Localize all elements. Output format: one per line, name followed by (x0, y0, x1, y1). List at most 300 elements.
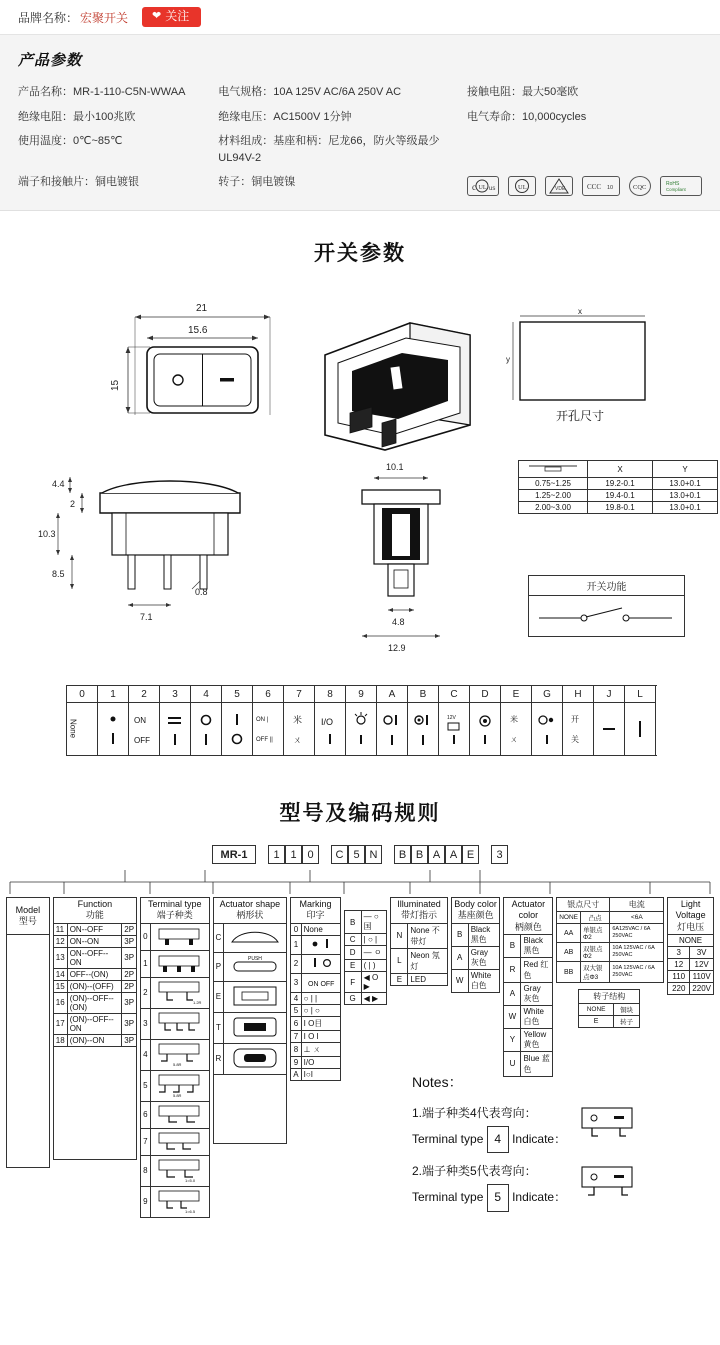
xy-cell: 0.75~1.25 (519, 478, 588, 490)
marking-title-en: Marking (299, 899, 332, 909)
terminal-figure (150, 1128, 209, 1155)
cutout-dimension-table (518, 460, 718, 514)
marking-cell (315, 686, 346, 755)
technical-drawings (0, 285, 720, 775)
actuator-title (213, 898, 287, 924)
rotor-title: 转子结构 (579, 990, 640, 1004)
table-row (291, 898, 340, 924)
ac-code: R (504, 957, 521, 982)
xy-cell: 13.0+0.1 (653, 502, 718, 514)
table-row (391, 923, 447, 948)
ill-code: N (391, 923, 408, 948)
fn-desc: ON--OFF (67, 923, 122, 935)
xy-cell: 19.4-0.1 (588, 490, 653, 502)
svg-text:ON OFF: ON OFF (307, 980, 335, 988)
table-row (344, 934, 387, 946)
mk-glyph: I/O (301, 1056, 340, 1068)
marking-table (290, 897, 340, 1081)
illuminated-title (391, 898, 447, 924)
table-row (213, 1043, 287, 1074)
fn-desc: ON--ON (67, 935, 122, 947)
terminal-code: 4 (141, 1039, 150, 1070)
table-row (557, 962, 664, 983)
svg-text:15: 15 (110, 379, 121, 391)
svg-text:7.1: 7.1 (140, 612, 153, 622)
code-color-box: E (462, 845, 479, 864)
param-cell: 产品名称：MR-1-110-C5N-WWAA (18, 86, 186, 98)
table-row (291, 1004, 340, 1016)
table-row (668, 958, 714, 970)
actuator-code: T (213, 1012, 224, 1043)
bc-desc: Black 黑色 (468, 923, 500, 946)
marking-code: L (625, 686, 655, 703)
code-color-box: B (394, 845, 411, 864)
lv-code: 3 (668, 946, 690, 958)
marking-code: 7 (284, 686, 314, 703)
svg-text:CQC: CQC (632, 184, 647, 191)
marking-cell (532, 686, 563, 755)
table-row (291, 1016, 340, 1030)
mkr-code: E (344, 960, 361, 972)
svg-text:5.8R: 5.8R (172, 1092, 181, 1098)
mk-glyph: I O I (301, 1030, 340, 1042)
table-row (291, 1068, 340, 1080)
table-row (141, 1008, 209, 1039)
table-row (213, 898, 287, 924)
table-row (141, 1186, 209, 1217)
marking-glyph (408, 703, 438, 755)
contact-code: BB (557, 962, 581, 983)
mkr-glyph: — ㅇ (361, 946, 387, 960)
ul-icon (508, 176, 536, 196)
code-actuator-box: 5 (348, 845, 365, 864)
lv-none: NONE (668, 934, 714, 946)
notes-title: Notes： (412, 1073, 463, 1090)
contact-title-right: 电流 (610, 898, 664, 912)
table-row (391, 973, 447, 985)
switch-function-box (528, 575, 685, 637)
marking-glyph (253, 703, 283, 755)
lv-code: 12 (668, 958, 690, 970)
note-en (412, 1184, 566, 1211)
terminal-code: 2 (141, 977, 150, 1008)
actuator-title-cn: 柄形状 (236, 910, 264, 921)
svg-text:关: 关 (571, 735, 579, 744)
marking-code: H (563, 686, 593, 703)
table-row (504, 898, 553, 935)
rohs-icon (660, 176, 702, 196)
model-title-en: Model (15, 904, 41, 915)
svg-text:4.8: 4.8 (392, 617, 405, 627)
note-en (412, 1126, 566, 1153)
xy-header-x: X (588, 461, 653, 478)
body-color-table (451, 897, 501, 993)
marking-cell (625, 686, 656, 755)
table-row (7, 898, 50, 935)
function-title-cn: 功能 (85, 910, 104, 921)
bc-code: A (451, 946, 468, 969)
mkr-code: G (344, 993, 361, 1005)
ill-desc: LED (408, 973, 447, 985)
ac-desc: Blue 蓝色 (521, 1051, 553, 1076)
table-row (213, 1012, 287, 1043)
contact-code: AA (557, 924, 581, 943)
param-cell: 绝缘电阻：最小100兆欧 (18, 110, 136, 123)
table-row (18, 170, 702, 200)
marking-right-spacer (344, 897, 387, 911)
mk-code: 4 (291, 992, 301, 1004)
table-row (291, 1042, 340, 1056)
actuator-color-title (504, 898, 553, 935)
actuator-code: E (213, 981, 224, 1012)
marking-cell (346, 686, 377, 755)
brand-name[interactable]: 宏聚开关 (80, 10, 129, 25)
marking-glyph (470, 703, 500, 755)
marking-cell (284, 686, 315, 755)
table-row (451, 898, 500, 924)
terminal-figure (150, 1101, 209, 1128)
table-row (141, 1155, 209, 1186)
code-color-box: B (411, 845, 428, 864)
table-row (519, 461, 718, 478)
actuator-shape-table (213, 897, 288, 1144)
xy-cell: 2.00~3.00 (519, 502, 588, 514)
note-item (412, 1101, 712, 1153)
code-model-box: MR-1 (212, 845, 256, 864)
marking-title (291, 898, 340, 924)
switch-3d-view (310, 295, 480, 458)
mk-code: 5 (291, 1004, 301, 1016)
fn-poles: 3P (122, 1034, 137, 1046)
svg-text:米: 米 (293, 715, 303, 725)
table-row (53, 980, 136, 992)
cqc-icon (629, 176, 651, 196)
terminal-title-cn: 端子种类 (156, 910, 193, 921)
svg-text:PUSH: PUSH (248, 955, 263, 962)
svg-text:12.9: 12.9 (388, 643, 406, 653)
table-row (344, 946, 387, 960)
contact-title-left: 银点尺寸 (557, 898, 610, 912)
marking-code: 1 (98, 686, 128, 703)
actuator-spacer (213, 1074, 287, 1143)
marking-code: B (408, 686, 438, 703)
body-color-title-en: Body color (454, 899, 497, 909)
mkr-code: B (344, 911, 361, 934)
param-cell (467, 129, 702, 170)
marking-cell (253, 686, 284, 755)
table-row (344, 972, 387, 993)
mkr-glyph: | ○ | (361, 934, 387, 946)
mkr-glyph: ◀ ▶ (361, 993, 387, 1005)
marking-code: 4 (191, 686, 221, 703)
svg-text:21: 21 (196, 303, 208, 314)
marking-glyph (625, 703, 655, 755)
xy-cell: 19.2-0.1 (588, 478, 653, 490)
svg-text:4.4: 4.4 (52, 479, 65, 489)
bc-code: W (451, 969, 468, 992)
contact-desc: 单银点Φ2 (581, 924, 610, 943)
svg-text:ON |: ON | (256, 717, 269, 723)
contact-code: AB (557, 943, 581, 962)
table-row (291, 1056, 340, 1068)
fn-desc: (ON)--OFF--(ON) (67, 992, 122, 1013)
ill-desc: None 不带灯 (408, 923, 447, 948)
mk-glyph: ⊥ ㄨ (301, 1042, 340, 1056)
terminal-code: 1 (141, 950, 150, 977)
mk-glyph (301, 954, 340, 973)
actuator-figure (224, 923, 287, 952)
notes-block (412, 1068, 712, 1212)
svg-text:8.5: 8.5 (52, 569, 65, 579)
lv-title-en: Light Voltage (675, 899, 706, 921)
table-row (18, 129, 702, 170)
marking-code-strip (66, 685, 657, 756)
table-row (53, 1013, 136, 1034)
coding-rules (0, 845, 720, 1212)
svg-text:UL: UL (478, 185, 487, 191)
ac-desc: White 白色 (521, 1005, 553, 1028)
cul-us-icon (467, 176, 499, 196)
ill-desc: Neon 氖灯 (408, 948, 447, 973)
mk-glyph (301, 973, 340, 992)
contact-desc: 双大银点Φ3 (581, 962, 610, 983)
mk-code: 9 (291, 1056, 301, 1068)
ac-desc: Yellow 黄色 (521, 1028, 553, 1051)
code-color-box: A (445, 845, 462, 864)
terminal-figure (150, 1008, 209, 1039)
function-title-en: Function (77, 899, 113, 909)
mk-glyph: None (301, 923, 340, 935)
fn-poles: 2P (122, 923, 137, 935)
table-row (504, 1005, 553, 1028)
marking-code: J (594, 686, 624, 703)
panel-cutout-drawing (500, 307, 660, 438)
marking-code: 0 (67, 686, 97, 703)
marking-title-cn: 印字 (306, 910, 325, 921)
svg-text:0.8: 0.8 (195, 587, 208, 597)
xy-cell: 19.8-0.1 (588, 502, 653, 514)
table-row (213, 952, 287, 981)
xy-table (518, 460, 718, 514)
table-row (668, 982, 714, 994)
model-title (7, 898, 50, 935)
mkr-code: F (344, 972, 361, 993)
table-row (557, 898, 664, 912)
rotor-h0: NONE (579, 1004, 614, 1016)
ac-code: Y (504, 1028, 521, 1051)
svg-text:OFF: OFF (134, 736, 150, 745)
rotor-desc: 转子 (613, 1016, 639, 1028)
mk-glyph: ○ | ○ (301, 1004, 340, 1016)
actuator-figure (224, 1043, 287, 1074)
table-row (53, 947, 136, 968)
terminal-figure (150, 1070, 209, 1101)
marking-code: 3 (160, 686, 190, 703)
param-cell: 使用温度：0℃~85℃ (18, 135, 123, 147)
xy-header-y: Y (653, 461, 718, 478)
fn-poles: 2P (122, 968, 137, 980)
note-en-prefix: Terminal type (412, 1132, 484, 1147)
contact-rating: 10A 125VAC / 6A 250VAC (610, 943, 664, 962)
table-row (141, 1070, 209, 1101)
mkr-glyph: ◀ O ▶ (361, 972, 387, 993)
function-title (53, 898, 136, 924)
note-key: 4 (487, 1126, 509, 1153)
terminal-figure (150, 1039, 209, 1070)
illuminated-title-cn: 带灯指示 (401, 910, 438, 921)
marking-code: 9 (346, 686, 376, 703)
marking-cell (222, 686, 253, 755)
xy-cell: 1.25~2.00 (519, 490, 588, 502)
code-function-box: 1 (285, 845, 302, 864)
table-row (519, 478, 718, 490)
terminal-code: 3 (141, 1008, 150, 1039)
code-function-box: 0 (302, 845, 319, 864)
table-row (291, 954, 340, 973)
actuator-color-title-en: Actuator color (511, 899, 546, 921)
lv-desc: 12V (690, 958, 714, 970)
xy-header-thickness (519, 461, 588, 478)
marking-cell (594, 686, 625, 755)
contact-block (556, 897, 664, 1028)
marking-code: A (377, 686, 407, 703)
params-title: 产品参数 (18, 52, 83, 69)
contact-table (556, 897, 664, 983)
marking-cell (129, 686, 160, 755)
light-voltage-table (667, 897, 714, 995)
table-row (668, 898, 714, 935)
marking-glyph: None (68, 719, 78, 739)
table-row (668, 934, 714, 946)
table-row (519, 502, 718, 514)
fn-code: 11 (53, 923, 67, 935)
note-en-suffix: Indicate： (512, 1190, 567, 1205)
svg-text:x: x (578, 307, 582, 316)
marking-cell (98, 686, 129, 755)
svg-text:10.3: 10.3 (38, 529, 56, 539)
body-color-title-cn: 基座颜色 (457, 910, 494, 921)
notes (412, 1068, 712, 1212)
table-row (291, 923, 340, 935)
bc-desc: White 白色 (468, 969, 500, 992)
mk-glyph: ○ | | (301, 992, 340, 1004)
fn-poles: 3P (122, 992, 137, 1013)
marking-code: 6 (253, 686, 283, 703)
table-row (141, 977, 209, 1008)
param-cell: 转子：铜电镀镍 (218, 176, 296, 188)
panel-mount-drawing (320, 450, 500, 668)
model-body (7, 935, 50, 1168)
svg-text:ㄨ: ㄨ (510, 735, 518, 744)
fn-code: 12 (53, 935, 67, 947)
svg-text:1=6.5: 1=6.5 (184, 1208, 195, 1214)
ac-code: B (504, 934, 521, 957)
svg-text:I/O: I/O (321, 717, 334, 727)
ill-code: L (391, 948, 408, 973)
ac-desc: Black 黑色 (521, 934, 553, 957)
param-cell: 材料组成：基座和柄：尼龙66，防火等级最少UL94V-2 (218, 135, 440, 164)
code-actuator-box: N (365, 845, 382, 864)
terminal-code: 8 (141, 1155, 150, 1186)
note-figure-5 (576, 1161, 642, 1210)
fn-poles: 3P (122, 935, 137, 947)
actuator-code: R (213, 1043, 224, 1074)
table-row (579, 1004, 640, 1016)
table-row (141, 1128, 209, 1155)
table-row (291, 1030, 340, 1042)
front-view-drawing (110, 295, 310, 448)
svg-text:15.6: 15.6 (188, 325, 208, 336)
bc-desc: Gray 灰色 (468, 946, 500, 969)
code-function-box: 1 (268, 845, 285, 864)
svg-text:VDE: VDE (554, 186, 566, 192)
table-row (53, 1046, 136, 1159)
contact-desc: 双银点Φ2 (581, 943, 610, 962)
marking-cell (501, 686, 532, 755)
ac-code: W (504, 1005, 521, 1028)
table-row (18, 80, 702, 105)
follow-button[interactable] (142, 7, 201, 27)
lv-code: 110 (668, 970, 690, 982)
marking-cell (160, 686, 191, 755)
table-row (557, 924, 664, 943)
param-cell: 接触电阻：最大50毫欧 (466, 86, 579, 98)
marking-glyph (222, 703, 252, 755)
note-cn: 1.端子种类4代表弯向： (412, 1105, 537, 1120)
terminal-title (141, 898, 209, 924)
rotor-code: E (579, 1016, 614, 1028)
marking-code: 2 (129, 686, 159, 703)
follow-label: 关注 (165, 8, 190, 23)
brand-label: 品牌名称： (18, 10, 79, 25)
function-box-title: 开关功能 (529, 576, 684, 596)
table-row (213, 981, 287, 1012)
table-row (7, 935, 50, 1168)
table-row (451, 969, 500, 992)
marking-code: E (501, 686, 531, 703)
mk-code: 6 (291, 1016, 301, 1030)
body-color-title (451, 898, 500, 924)
marking-strip (66, 685, 657, 756)
table-row (141, 950, 209, 977)
lv-desc: 220V (690, 982, 714, 994)
table-row (53, 1034, 136, 1046)
table-row (504, 934, 553, 957)
product-parameters (0, 35, 720, 211)
fn-code: 16 (53, 992, 67, 1013)
table-row (141, 898, 209, 924)
lv-code: 220 (668, 982, 690, 994)
table-row (504, 957, 553, 982)
marking-glyph (594, 703, 624, 755)
rotor-table (578, 989, 640, 1028)
svg-text:ㄨ: ㄨ (293, 735, 303, 745)
mk-code: 7 (291, 1030, 301, 1042)
model-title-cn: 型号 (18, 916, 37, 926)
mk-code: 3 (291, 973, 301, 992)
actuator-code: P (213, 952, 224, 981)
note-cn: 2.端子种类5代表弯向： (412, 1164, 537, 1179)
table-row (519, 490, 718, 502)
table-row (391, 898, 447, 924)
code-light-box: 3 (491, 845, 508, 864)
ill-code: E (391, 973, 408, 985)
svg-text:1=5.0: 1=5.0 (184, 1177, 195, 1183)
marking-glyph (284, 703, 314, 755)
svg-text:2: 2 (70, 499, 76, 509)
table-row (291, 973, 340, 992)
function-table (53, 897, 137, 1160)
